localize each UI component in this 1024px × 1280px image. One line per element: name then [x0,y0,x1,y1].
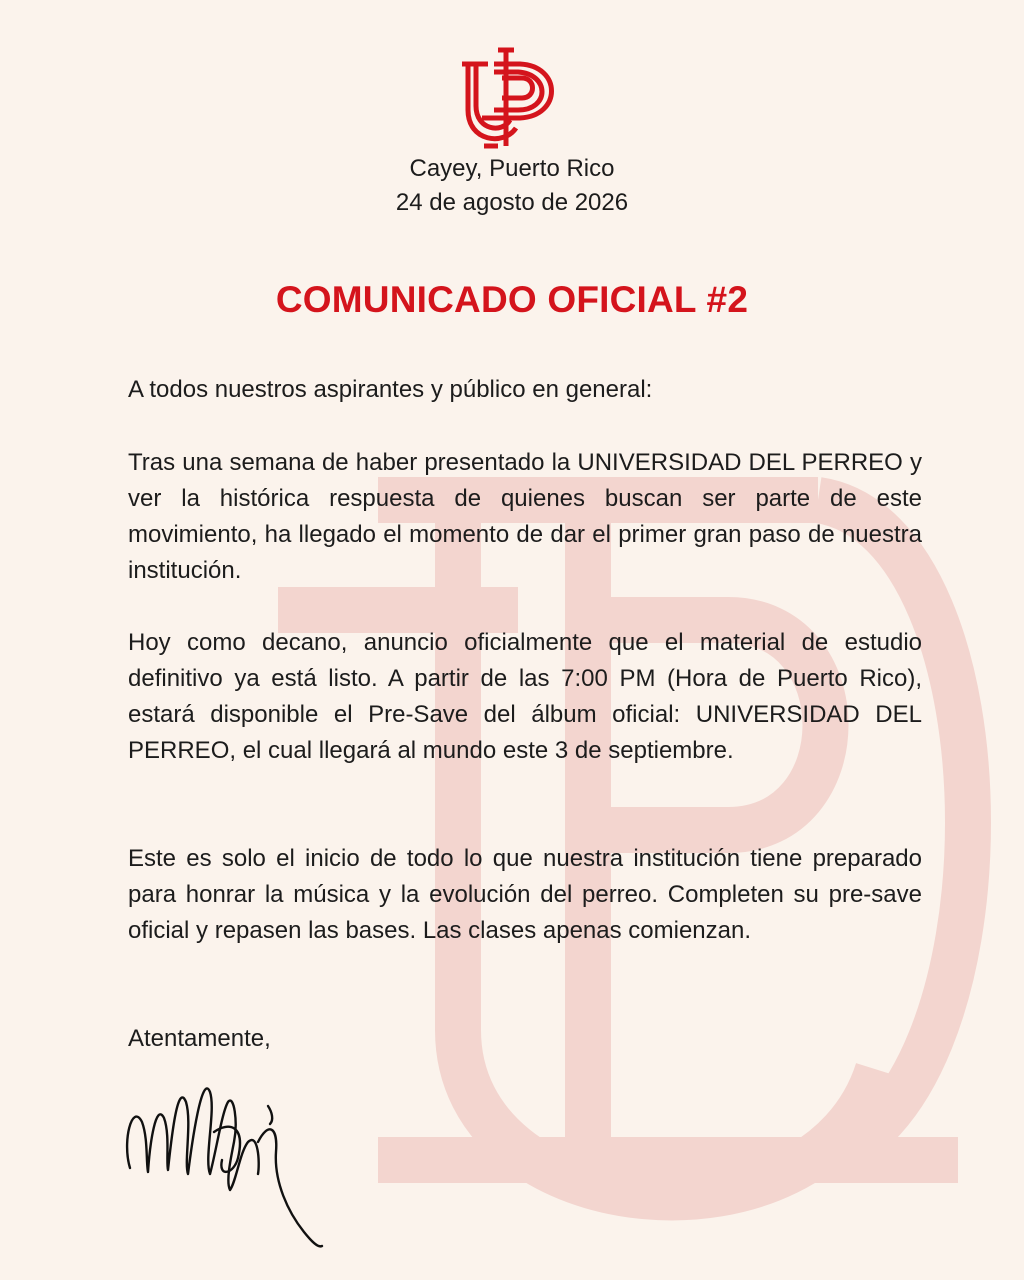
body-paragraph-1: Tras una semana de haber presentado la UNIVERSIDAD DEL PERREO y ver la histórica respuesta de quienes buscan ser parte de este movimiento, ha llegado el momento de dar el primer gran paso de nuestra institución. [128,449,922,584]
letter-header [0,152,1024,220]
location-text: Cayey, Puerto Rico [409,155,615,182]
page-title: COMUNICADO OFICIAL #2 [275,279,749,320]
salutation-text: A todos nuestros aspirantes y público en general: [128,376,653,403]
handwritten-signature-icon [118,1062,333,1252]
body-paragraph-2: Hoy como decano, anuncio oficialmente que el material de estudio definitivo ya está listo. A partir de las 7:00 PM (Hora de Puerto Rico), estará disponible el Pre-Save del álbum oficial: UNIVERSIDAD DEL PERREO, el cual llegará al mundo este 3 de septiembre. [128,629,922,764]
body-paragraph-3: Este es solo el inicio de todo lo que nuestra institución tiene preparado para honrar la música y la evolución del perreo. Completen su pre-save oficial y repasen las bases. Las clases apenas comienzan. [128,845,922,944]
date-text: 24 de agosto de 2026 [395,189,629,216]
udp-monogram-logo-icon [458,46,562,150]
closing-text: Atentamente, [128,1025,271,1052]
